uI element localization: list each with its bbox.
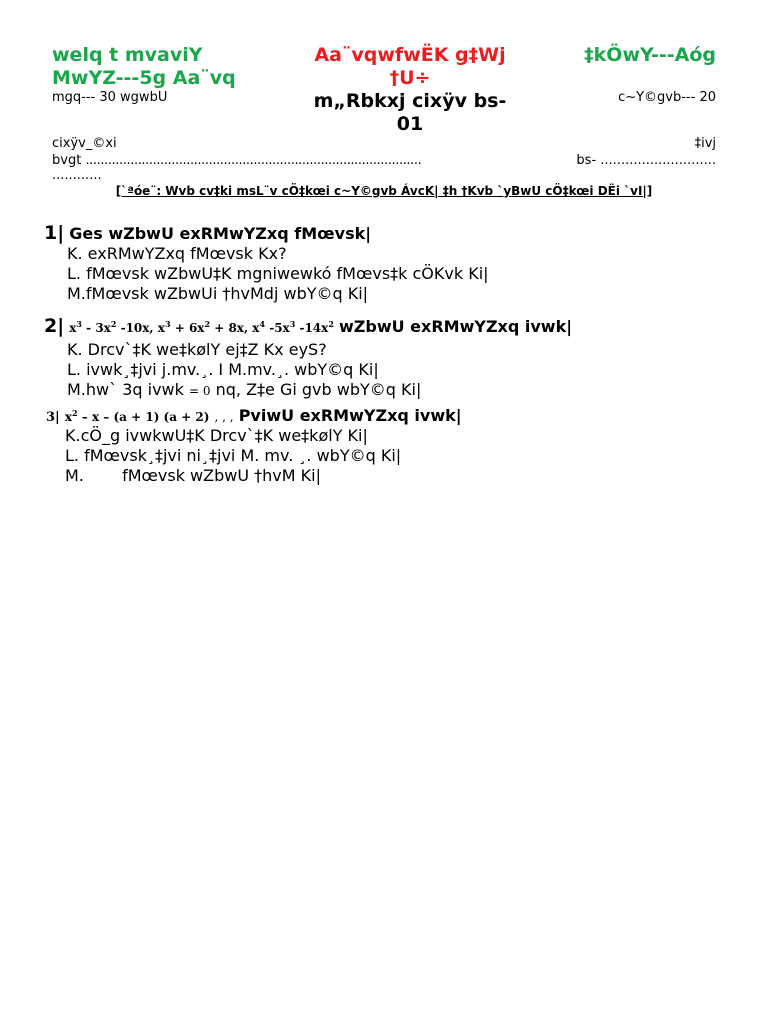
question-2-header (44, 315, 572, 337)
question-2-stem: wZbwU exRMwYZxq ivwk| (338, 317, 573, 336)
question-3-part-m-label: M. (65, 466, 84, 485)
name-line (52, 153, 421, 168)
exam-title: m„Rbkxj cixÿv bs- (313, 90, 507, 112)
name-label: bvgt (52, 153, 82, 168)
number-line (576, 153, 716, 168)
question-3-part-m (65, 466, 321, 485)
question-3-part-k: K.cÖ_g ivwkwU‡K Drcv`‡K we‡kølY Ki| (65, 426, 368, 445)
question-1-stem: Ges wZbwU exRMwYZxq fMœvsk| (69, 224, 372, 243)
instruction-note: [`ªóe¨: Wvb cv‡ki msL¨v cÖ‡kœi c~Y©gvb ÁvcK| ‡h †Kvb `yBwU cÖ‡kœi DËi `vI|] (115, 184, 653, 198)
question-1-part-l: L. fMœvsk wZbwU‡K mgniwewkó fMœvs‡k cÖKvk Ki| (67, 264, 489, 283)
header-center-line2: †U÷ (389, 67, 431, 89)
question-1-part-m: M.fMœvsk wZbwUi †hvMdj wbY©q Ki| (67, 284, 369, 303)
exam-time: mgq--- 30 wgwbU (52, 90, 168, 105)
question-3-header (46, 406, 462, 425)
header-right-line1: ‡kÖwY---Aóg (584, 44, 716, 66)
question-2-part-m-b: nq, Z‡e Gi gvb wbY©q Ki| (215, 380, 422, 399)
name-dots-wrap: ............ (52, 168, 102, 183)
question-3-expressions: $x^2 - x - (a + 1) (a + 2)$ (64, 408, 210, 424)
question-3-part-m-text: fMœvsk wZbwU †hvM Ki| (122, 466, 321, 485)
question-3-number: 3| (46, 410, 60, 425)
header-center-line1: Aa¨vqwfwËK g‡Wj (314, 44, 506, 66)
number-dots: ............................ (600, 153, 716, 168)
question-2-number: 2| (44, 315, 65, 337)
question-3-stem: PviwU exRMwYZxq ivwk| (238, 406, 462, 425)
question-2-part-k: K. Drcv`‡K we‡kølY ej‡Z Kx eyS? (67, 340, 327, 359)
question-2-eq-zero: = 0 (188, 384, 211, 398)
question-1-header (44, 222, 371, 244)
full-marks: c~Y©gvb--- 20 (618, 90, 716, 105)
name-dots: .......................................................................................... (85, 153, 422, 168)
question-2-part-m (67, 380, 421, 399)
question-1-number: 1| (44, 222, 65, 244)
exam-number: 01 (396, 113, 424, 135)
examinee-label: cixÿv_©xi (52, 136, 117, 151)
roll-label: ‡ivj (694, 136, 716, 151)
question-1-part-k: K. exRMwYZxq fMœvsk Kx? (67, 244, 287, 263)
question-3-separators: , , , (214, 410, 234, 424)
question-2-expressions: $x^3 - 3x^2$ -10x, $x^3 + 6x^2 + 8x$, $x^4$ $-5x^3$ $-14x^2$ (69, 319, 334, 335)
number-label: bs- (576, 153, 597, 168)
question-2-part-m-a: M.hw` 3q ivwk (67, 380, 184, 399)
question-3-part-l: L. fMœvsk¸‡jvi ni¸‡jvi M. mv. ¸. wbY©q Ki| (65, 446, 402, 465)
header-left-line2: MwYZ---5g Aa¨vq (52, 67, 236, 89)
header-left-line1: welq t mvaviY (52, 44, 203, 66)
question-2-part-l: L. ivwk¸‡jvi j.mv.¸. I M.mv.¸. wbY©q Ki| (67, 360, 379, 379)
